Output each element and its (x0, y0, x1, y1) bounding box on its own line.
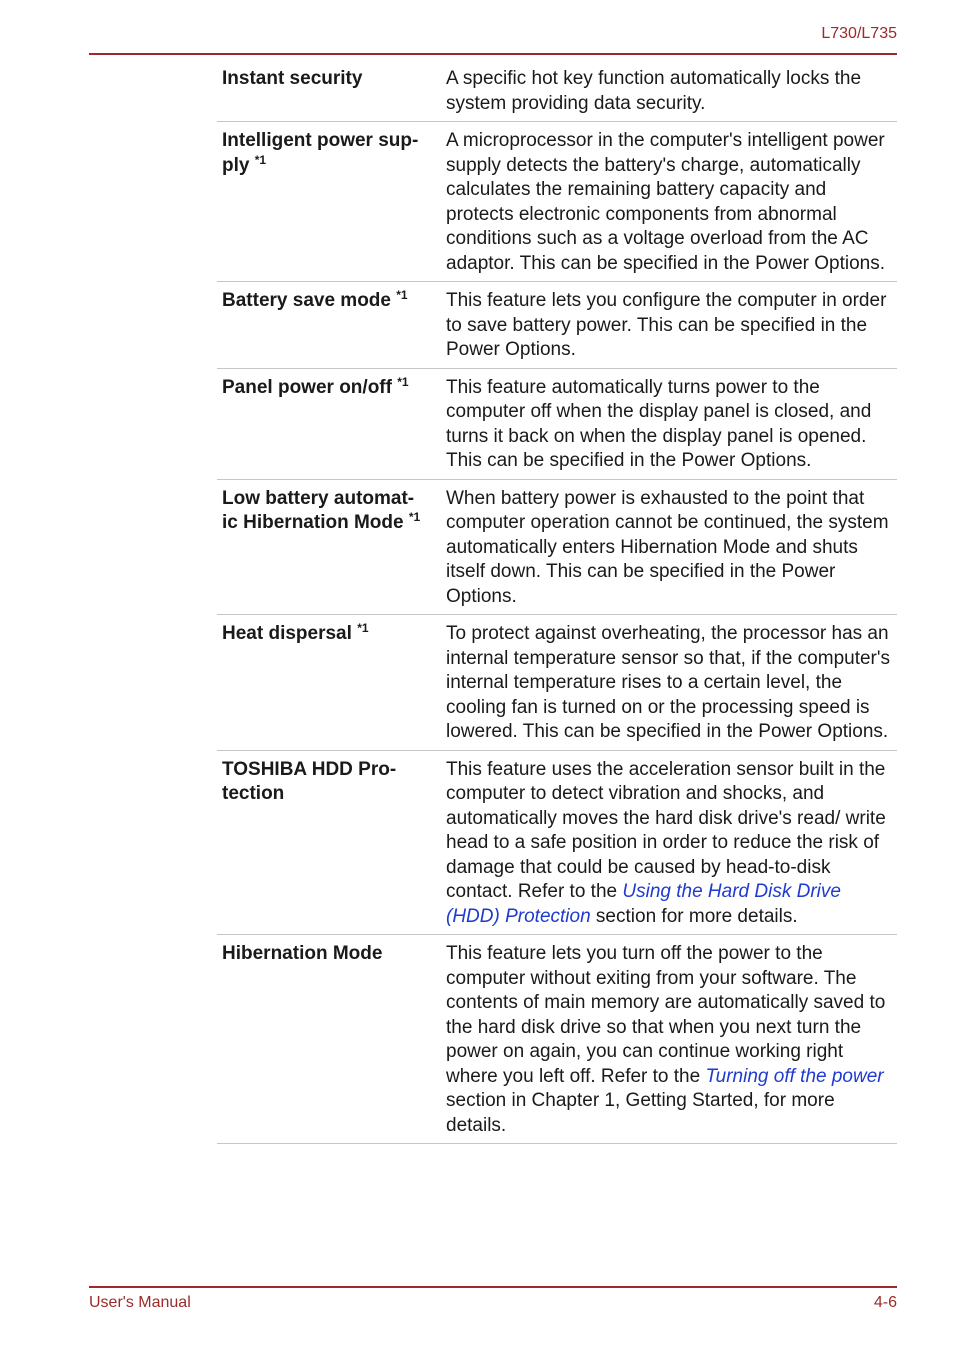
feature-table (217, 60, 897, 1144)
feature-description (441, 942, 897, 1138)
feature-term-text: Heat dispersal (222, 623, 352, 644)
feature-term-text: Low battery automat- (222, 487, 415, 509)
feature-term-text: Panel power on/off (222, 376, 392, 398)
feature-row-heat-dispersal (217, 615, 897, 751)
feature-description: To protect against overheating, the processor has an internal temperature sensor so that, if the computer's internal temperature rises to a certain level, the cooling fan is turned on or the processing speed is lowered. This can be specified in the Power Options. (446, 623, 891, 742)
header-rule (89, 53, 897, 55)
feature-term-text: TOSHIBA HDD Pro- (222, 758, 397, 780)
feature-row-hibernation-mode (217, 935, 897, 1144)
feature-term (217, 758, 441, 930)
feature-term-text: ic Hibernation Mode (222, 512, 404, 533)
feature-term (217, 129, 441, 276)
feature-term-text: Intelligent power sup- (222, 130, 419, 151)
feature-row-hdd-protection (217, 751, 897, 936)
feature-description: This feature automatically turns power to the computer off when the display panel is closed, and turns it back on when the display panel is opened. This can be specified in the Power Options. (446, 376, 872, 471)
feature-term (217, 487, 441, 610)
feature-term (217, 622, 441, 745)
feature-term-text: ply (222, 154, 250, 176)
feature-term (217, 289, 441, 363)
feature-description: A specific hot key function automatically locks the system providing data security. (446, 68, 862, 114)
feature-description: When battery power is exhausted to the point that computer operation cannot be continued, the system automatically enters Hibernation Mode and shuts itself down. This can be specified in the Power Options. (446, 487, 889, 607)
description-text: This feature uses the acceleration sensor built in the computer to detect vibration and shocks, and automatically moves the hard disk drive's read/ write head to a safe position in order to reduce the risk of damage that could be caused by head-to-disk contact. Refer to the (446, 758, 886, 902)
feature-term (217, 67, 441, 116)
hdd-protection-link[interactable]: Using the Hard Disk Drive (HDD) Protection (446, 881, 841, 927)
turning-off-power-link[interactable]: Turning off the power (705, 1065, 884, 1087)
footnote-marker: *1 (357, 621, 369, 635)
footnote-marker: *1 (396, 288, 408, 302)
feature-row-battery-save-mode (217, 282, 897, 369)
feature-description: A microprocessor in the computer's intelligent power supply detects the battery's charge, automatically calculates the remaining battery capacity and protects electronic components from abnormal conditions such as a voltage overload from the AC adaptor. This can be specified in the Power Options. (446, 130, 886, 274)
feature-term-text: Battery save mode (222, 290, 391, 311)
feature-row-instant-security (217, 60, 897, 122)
footer-manual-label: User's Manual (89, 1294, 191, 1311)
feature-row-low-battery-hibernation (217, 480, 897, 616)
feature-term (217, 376, 441, 474)
feature-term-text: tection (222, 783, 285, 804)
header-model-label: L730/L735 (821, 25, 897, 42)
feature-term (217, 942, 441, 1138)
feature-description (441, 758, 897, 930)
description-text: section in Chapter 1, Getting Started, for more details. (446, 1090, 835, 1136)
feature-row-intelligent-power-supply (217, 122, 897, 282)
footer-page-number: 4-6 (873, 1294, 897, 1311)
footnote-marker: *1 (408, 510, 421, 524)
description-text: This feature lets you turn off the power to the computer without exiting from your software. The contents of main memory are automatically saved to the hard disk drive so that when you next turn the power on again, you can continue working right where you left off. Refer to the (446, 943, 886, 1087)
feature-row-panel-power (217, 369, 897, 480)
footnote-marker: *1 (254, 152, 267, 167)
feature-term-text: Instant security (222, 68, 363, 89)
description-text: section for more details. (590, 905, 798, 927)
feature-term-text: Hibernation Mode (222, 943, 383, 964)
footer-rule (89, 1286, 897, 1288)
footnote-marker: *1 (397, 374, 409, 389)
feature-description: This feature lets you configure the computer in order to save battery power. This can be specified in the Power Options. (446, 290, 887, 360)
